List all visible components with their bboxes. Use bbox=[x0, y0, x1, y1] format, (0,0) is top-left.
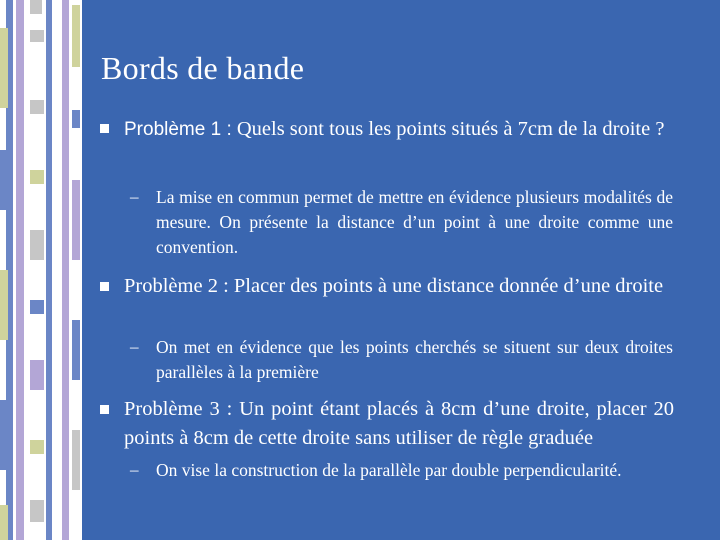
bullet-item-2: Problème 2 : Placer des points à une distance donnée d’une droite bbox=[124, 275, 664, 297]
bullet-item-1 bbox=[124, 115, 674, 144]
stripe-block bbox=[0, 150, 8, 210]
dash-bullet: – bbox=[130, 337, 139, 356]
stripe-block bbox=[30, 300, 44, 314]
stripe bbox=[62, 0, 69, 540]
stripe-block bbox=[30, 360, 44, 390]
stripe-block bbox=[72, 320, 80, 380]
stripe-block bbox=[72, 110, 80, 128]
sub-item-1: La mise en commun permet de mettre en évidence plusieurs modalités de mesure. On présente la distance d’un point à une droite comme une convention. bbox=[156, 187, 673, 257]
dash-bullet: – bbox=[130, 460, 139, 479]
stripe-block bbox=[0, 28, 8, 108]
dash-bullet: – bbox=[130, 187, 139, 206]
stripe-block bbox=[30, 30, 44, 42]
stripe bbox=[46, 0, 52, 540]
bullet-item-3: Problème 3 : Un point étant placés à 8cm d’une droite, placer 20 points à 8cm de cette droite sans utiliser de règle graduée bbox=[124, 398, 674, 449]
stripe-block bbox=[72, 180, 80, 260]
stripe-block bbox=[0, 505, 8, 540]
stripe bbox=[16, 0, 24, 540]
bullet-square-icon bbox=[100, 282, 109, 291]
stripe-block bbox=[30, 100, 44, 114]
stripe-block bbox=[30, 500, 44, 522]
stripe-block bbox=[30, 440, 44, 454]
bullet-item-1-text: Quels sont tous les points situés à 7cm de la droite ? bbox=[231, 118, 665, 140]
stripe-block bbox=[0, 270, 8, 340]
sub-item-2: On met en évidence que les points cherchés se situent sur deux droites parallèles à la première bbox=[156, 337, 673, 382]
bullet-square-icon bbox=[100, 405, 109, 414]
stripe-block bbox=[72, 430, 80, 490]
stripe-block bbox=[30, 230, 44, 260]
bullet-item-1-lead: Problème 1 : bbox=[124, 119, 232, 140]
slide-title: Bords de bande bbox=[101, 50, 305, 86]
stripe-block bbox=[30, 170, 44, 184]
stripe-block bbox=[30, 0, 42, 14]
stripe-block bbox=[0, 400, 8, 470]
sub-item-3: On vise la construction de la parallèle par double perpendicularité. bbox=[156, 460, 622, 480]
decorative-stripe-panel bbox=[0, 0, 82, 540]
stripe-block bbox=[72, 5, 80, 67]
bullet-square-icon bbox=[100, 124, 109, 133]
